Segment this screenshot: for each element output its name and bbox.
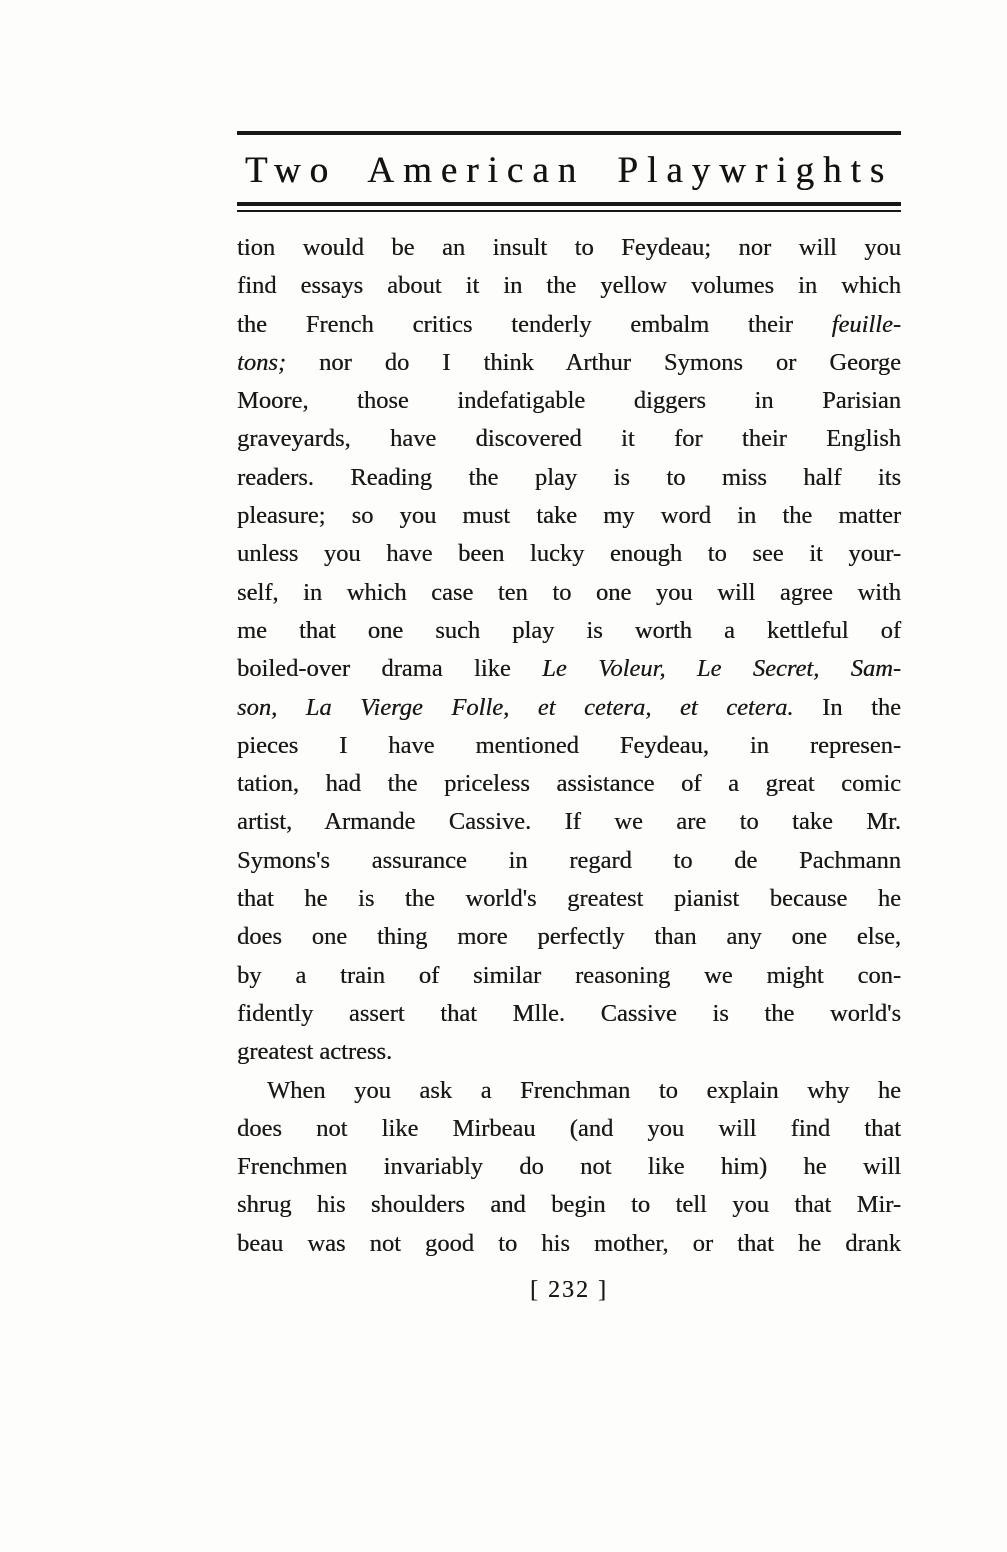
italic-text-segment: son, La Vierge Folle, et cetera, et cetera.	[237, 693, 794, 721]
text-line	[237, 689, 901, 727]
text-segment: greatest actress.	[237, 1038, 393, 1066]
text-segment: graveyards, have discovered it for their English	[237, 425, 901, 453]
text-segment: self, in which case ten to one you will agree with	[237, 578, 901, 606]
text-line	[237, 1186, 901, 1224]
text-line	[237, 880, 901, 918]
text-line	[237, 918, 901, 956]
text-segment: When you ask a Frenchman to explain why he	[267, 1076, 901, 1104]
text-line	[237, 612, 901, 650]
text-line	[237, 842, 901, 880]
underline-thick-rule	[237, 202, 901, 206]
text-line	[237, 803, 901, 841]
text-segment: pleasure; so you must take my word in the matter	[237, 502, 901, 530]
text-line	[237, 420, 901, 458]
text-segment: nor do I think Arthur Symons or George	[286, 348, 901, 376]
text-segment: Symons's assurance in regard to de Pachmann	[237, 846, 901, 874]
text-column	[237, 131, 901, 1304]
text-line	[237, 497, 901, 535]
text-line	[237, 535, 901, 573]
italic-text-segment: feuille-	[831, 310, 901, 338]
text-line	[237, 459, 901, 497]
text-line	[237, 1225, 901, 1263]
text-segment: me that one such play is worth a kettleful of	[237, 616, 901, 644]
text-segment: does one thing more perfectly than any one else,	[237, 923, 901, 951]
text-segment: Frenchmen invariably do not like him) he will	[237, 1153, 901, 1181]
top-rule	[237, 131, 901, 135]
text-segment: boiled-over drama like	[237, 655, 543, 683]
text-line	[237, 1110, 901, 1148]
text-segment: by a train of similar reasoning we might con-	[237, 961, 901, 989]
text-line	[237, 344, 901, 382]
text-line	[237, 574, 901, 612]
text-line	[237, 765, 901, 803]
text-segment: unless you have been lucky enough to see it your-	[237, 540, 901, 568]
text-line	[237, 229, 901, 267]
text-line	[237, 1072, 901, 1110]
text-segment: find essays about it in the yellow volumes in which	[237, 272, 901, 300]
text-line	[237, 1148, 901, 1186]
text-line	[237, 1033, 901, 1071]
text-segment: fidently assert that Mlle. Cassive is the world's	[237, 999, 901, 1027]
text-segment: readers. Reading the play is to miss half its	[237, 463, 901, 491]
text-line	[237, 306, 901, 344]
text-segment: that he is the world's greatest pianist because he	[237, 885, 901, 913]
text-line	[237, 267, 901, 305]
text-segment: tation, had the priceless assistance of a great comic	[237, 770, 901, 798]
text-segment: beau was not good to his mother, or that he drank	[237, 1229, 901, 1257]
italic-text-segment: Le Voleur, Le Secret, Sam-	[542, 655, 901, 683]
text-segment: In the	[793, 693, 902, 721]
page-number: [ 232 ]	[530, 1277, 608, 1304]
text-segment: artist, Armande Cassive. If we are to take Mr.	[237, 808, 901, 836]
body-text	[237, 229, 901, 1263]
text-line	[237, 727, 901, 765]
page-title: Two American Playwrights	[244, 150, 894, 191]
text-segment: tion would be an insult to Feydeau; nor will you	[237, 234, 901, 261]
title-underline	[237, 202, 901, 212]
italic-text-segment: tons;	[237, 348, 286, 376]
text-segment: pieces I have mentioned Feydeau, in represen-	[237, 731, 901, 759]
text-line	[237, 995, 901, 1033]
text-segment: the French critics tenderly embalm their	[237, 310, 832, 338]
text-line	[237, 650, 901, 688]
text-line	[237, 957, 901, 995]
text-line	[237, 382, 901, 420]
text-segment: does not like Mirbeau (and you will find that	[237, 1114, 901, 1142]
underline-thin-rule	[237, 210, 901, 212]
text-segment: shrug his shoulders and begin to tell you that Mir-	[237, 1191, 901, 1219]
text-segment: Moore, those indefatigable diggers in Parisian	[237, 387, 901, 415]
